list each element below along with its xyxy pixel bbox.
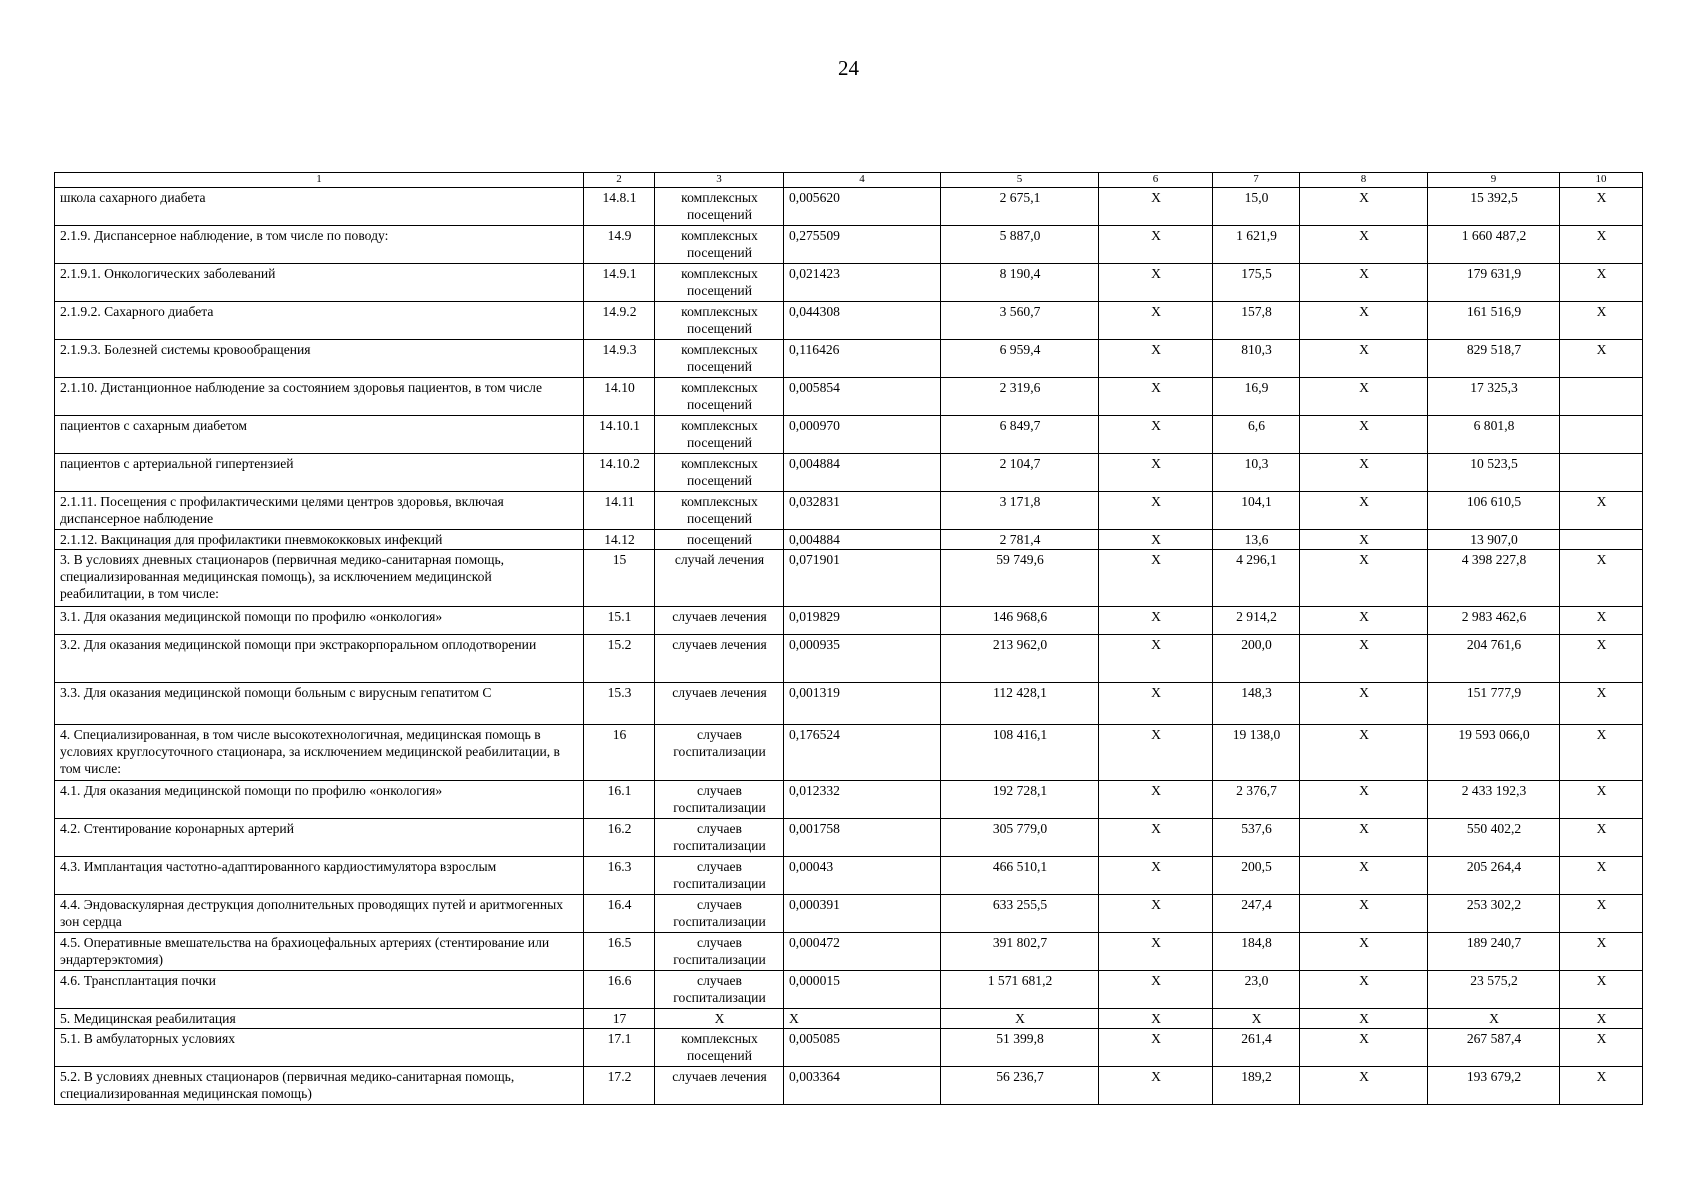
per-capita-oms-cell: 175,5 bbox=[1213, 264, 1300, 302]
share-cell: X bbox=[1560, 635, 1643, 683]
norm-volume-cell: 0,176524 bbox=[784, 725, 941, 781]
norm-cost-cell: 112 428,1 bbox=[941, 683, 1099, 725]
total-budget-cell: X bbox=[1300, 819, 1428, 857]
norm-volume-cell: 0,044308 bbox=[784, 302, 941, 340]
table-row bbox=[55, 454, 1643, 492]
unit-cell: случаев госпитализации bbox=[655, 895, 784, 933]
total-oms-cell: 10 523,5 bbox=[1428, 454, 1560, 492]
share-cell: X bbox=[1560, 781, 1643, 819]
per-capita-budget-cell: X bbox=[1099, 188, 1213, 226]
page-number: 24 bbox=[838, 56, 859, 80]
per-capita-oms-cell: 104,1 bbox=[1213, 492, 1300, 530]
column-number: 6 bbox=[1099, 173, 1213, 188]
share-cell bbox=[1560, 378, 1643, 416]
per-capita-oms-cell: 16,9 bbox=[1213, 378, 1300, 416]
total-oms-cell: 15 392,5 bbox=[1428, 188, 1560, 226]
unit-cell: комплексных посещений bbox=[655, 264, 784, 302]
total-budget-cell: X bbox=[1300, 378, 1428, 416]
row-label-cell: 4. Специализированная, в том числе высокотехнологичная, медицинская помощь в условиях круглосуточного стационара, за исключением медицинской реабилитации, в том числе: bbox=[55, 725, 584, 781]
per-capita-oms-cell: 200,5 bbox=[1213, 857, 1300, 895]
table-row bbox=[55, 416, 1643, 454]
row-code-cell: 15.3 bbox=[584, 683, 655, 725]
per-capita-budget-cell: X bbox=[1099, 781, 1213, 819]
norm-cost-cell: 305 779,0 bbox=[941, 819, 1099, 857]
norm-volume-cell: 0,004884 bbox=[784, 454, 941, 492]
total-oms-cell: 23 575,2 bbox=[1428, 971, 1560, 1009]
row-code-cell: 15.1 bbox=[584, 607, 655, 635]
row-label-cell: 2.1.12. Вакцинация для профилактики пневмококковых инфекций bbox=[55, 530, 584, 550]
norm-cost-cell: 192 728,1 bbox=[941, 781, 1099, 819]
table-row bbox=[55, 188, 1643, 226]
share-cell bbox=[1560, 454, 1643, 492]
norm-cost-cell: X bbox=[941, 1009, 1099, 1029]
total-oms-cell: 189 240,7 bbox=[1428, 933, 1560, 971]
total-oms-cell: 267 587,4 bbox=[1428, 1029, 1560, 1067]
per-capita-budget-cell: X bbox=[1099, 492, 1213, 530]
per-capita-budget-cell: X bbox=[1099, 725, 1213, 781]
column-number: 5 bbox=[941, 173, 1099, 188]
per-capita-budget-cell: X bbox=[1099, 454, 1213, 492]
total-oms-cell: 253 302,2 bbox=[1428, 895, 1560, 933]
unit-cell: случаев лечения bbox=[655, 1067, 784, 1105]
table-row bbox=[55, 819, 1643, 857]
row-code-cell: 17.1 bbox=[584, 1029, 655, 1067]
norm-cost-cell: 3 560,7 bbox=[941, 302, 1099, 340]
per-capita-budget-cell: X bbox=[1099, 550, 1213, 607]
total-oms-cell: 193 679,2 bbox=[1428, 1067, 1560, 1105]
total-oms-cell: 6 801,8 bbox=[1428, 416, 1560, 454]
per-capita-oms-cell: 537,6 bbox=[1213, 819, 1300, 857]
table-row bbox=[55, 683, 1643, 725]
per-capita-budget-cell: X bbox=[1099, 226, 1213, 264]
total-budget-cell: X bbox=[1300, 492, 1428, 530]
total-budget-cell: X bbox=[1300, 857, 1428, 895]
norm-cost-cell: 6 849,7 bbox=[941, 416, 1099, 454]
unit-cell: комплексных посещений bbox=[655, 378, 784, 416]
share-cell: X bbox=[1560, 264, 1643, 302]
total-oms-cell: 106 610,5 bbox=[1428, 492, 1560, 530]
total-oms-cell: 204 761,6 bbox=[1428, 635, 1560, 683]
table-row bbox=[55, 264, 1643, 302]
row-code-cell: 14.9.1 bbox=[584, 264, 655, 302]
per-capita-budget-cell: X bbox=[1099, 857, 1213, 895]
per-capita-budget-cell: X bbox=[1099, 895, 1213, 933]
share-cell: X bbox=[1560, 857, 1643, 895]
table-row bbox=[55, 857, 1643, 895]
table-row bbox=[55, 492, 1643, 530]
per-capita-oms-cell: 247,4 bbox=[1213, 895, 1300, 933]
total-oms-cell: 1 660 487,2 bbox=[1428, 226, 1560, 264]
row-label-cell: 5. Медицинская реабилитация bbox=[55, 1009, 584, 1029]
norm-volume-cell: 0,004884 bbox=[784, 530, 941, 550]
norm-cost-cell: 59 749,6 bbox=[941, 550, 1099, 607]
norm-volume-cell: X bbox=[784, 1009, 941, 1029]
per-capita-oms-cell: 810,3 bbox=[1213, 340, 1300, 378]
per-capita-budget-cell: X bbox=[1099, 683, 1213, 725]
per-capita-oms-cell: 157,8 bbox=[1213, 302, 1300, 340]
column-number: 1 bbox=[55, 173, 584, 188]
unit-cell: посещений bbox=[655, 530, 784, 550]
row-label-cell: 3.2. Для оказания медицинской помощи при экстракорпоральном оплодотворении bbox=[55, 635, 584, 683]
unit-cell: случаев госпитализации bbox=[655, 781, 784, 819]
share-cell: X bbox=[1560, 302, 1643, 340]
norm-volume-cell: 0,032831 bbox=[784, 492, 941, 530]
column-number: 8 bbox=[1300, 173, 1428, 188]
total-oms-cell: 550 402,2 bbox=[1428, 819, 1560, 857]
per-capita-budget-cell: X bbox=[1099, 971, 1213, 1009]
total-budget-cell: X bbox=[1300, 1029, 1428, 1067]
share-cell bbox=[1560, 530, 1643, 550]
per-capita-oms-cell: 4 296,1 bbox=[1213, 550, 1300, 607]
unit-cell: случаев лечения bbox=[655, 635, 784, 683]
per-capita-oms-cell: 13,6 bbox=[1213, 530, 1300, 550]
per-capita-oms-cell: 189,2 bbox=[1213, 1067, 1300, 1105]
table-row bbox=[55, 725, 1643, 781]
row-code-cell: 15 bbox=[584, 550, 655, 607]
share-cell: X bbox=[1560, 226, 1643, 264]
share-cell: X bbox=[1560, 492, 1643, 530]
norm-volume-cell: 0,005620 bbox=[784, 188, 941, 226]
row-label-cell: пациентов с артериальной гипертензией bbox=[55, 454, 584, 492]
row-code-cell: 16 bbox=[584, 725, 655, 781]
per-capita-oms-cell: 2 914,2 bbox=[1213, 607, 1300, 635]
norm-volume-cell: 0,071901 bbox=[784, 550, 941, 607]
norm-cost-cell: 51 399,8 bbox=[941, 1029, 1099, 1067]
norm-cost-cell: 466 510,1 bbox=[941, 857, 1099, 895]
total-budget-cell: X bbox=[1300, 530, 1428, 550]
norm-cost-cell: 2 319,6 bbox=[941, 378, 1099, 416]
per-capita-oms-cell: 10,3 bbox=[1213, 454, 1300, 492]
per-capita-oms-cell: 15,0 bbox=[1213, 188, 1300, 226]
per-capita-oms-cell: 19 138,0 bbox=[1213, 725, 1300, 781]
norm-volume-cell: 0,000472 bbox=[784, 933, 941, 971]
total-oms-cell: 205 264,4 bbox=[1428, 857, 1560, 895]
total-budget-cell: X bbox=[1300, 264, 1428, 302]
per-capita-oms-cell: 1 621,9 bbox=[1213, 226, 1300, 264]
norm-cost-cell: 2 781,4 bbox=[941, 530, 1099, 550]
column-number: 3 bbox=[655, 173, 784, 188]
row-label-cell: 2.1.9.2. Сахарного диабета bbox=[55, 302, 584, 340]
share-cell: X bbox=[1560, 819, 1643, 857]
per-capita-budget-cell: X bbox=[1099, 933, 1213, 971]
norm-volume-cell: 0,000935 bbox=[784, 635, 941, 683]
unit-cell: случай лечения bbox=[655, 550, 784, 607]
total-budget-cell: X bbox=[1300, 725, 1428, 781]
total-budget-cell: X bbox=[1300, 895, 1428, 933]
row-label-cell: 4.2. Стентирование коронарных артерий bbox=[55, 819, 584, 857]
share-cell: X bbox=[1560, 725, 1643, 781]
total-budget-cell: X bbox=[1300, 302, 1428, 340]
norm-volume-cell: 0,275509 bbox=[784, 226, 941, 264]
total-budget-cell: X bbox=[1300, 550, 1428, 607]
row-code-cell: 16.5 bbox=[584, 933, 655, 971]
table-row bbox=[55, 550, 1643, 607]
table-row bbox=[55, 1029, 1643, 1067]
row-code-cell: 17.2 bbox=[584, 1067, 655, 1105]
total-budget-cell: X bbox=[1300, 416, 1428, 454]
total-oms-cell: 19 593 066,0 bbox=[1428, 725, 1560, 781]
norm-cost-cell: 3 171,8 bbox=[941, 492, 1099, 530]
per-capita-budget-cell: X bbox=[1099, 607, 1213, 635]
total-budget-cell: X bbox=[1300, 971, 1428, 1009]
row-label-cell: 2.1.10. Дистанционное наблюдение за состоянием здоровья пациентов, в том числе bbox=[55, 378, 584, 416]
norm-cost-cell: 5 887,0 bbox=[941, 226, 1099, 264]
unit-cell: случаев госпитализации bbox=[655, 933, 784, 971]
row-label-cell: школа сахарного диабета bbox=[55, 188, 584, 226]
column-number: 7 bbox=[1213, 173, 1300, 188]
row-label-cell: 5.1. В амбулаторных условиях bbox=[55, 1029, 584, 1067]
share-cell: X bbox=[1560, 550, 1643, 607]
per-capita-oms-cell: 261,4 bbox=[1213, 1029, 1300, 1067]
unit-cell: комплексных посещений bbox=[655, 188, 784, 226]
table-row bbox=[55, 607, 1643, 635]
per-capita-budget-cell: X bbox=[1099, 635, 1213, 683]
norm-volume-cell: 0,000970 bbox=[784, 416, 941, 454]
row-code-cell: 14.10.1 bbox=[584, 416, 655, 454]
share-cell: X bbox=[1560, 933, 1643, 971]
row-code-cell: 15.2 bbox=[584, 635, 655, 683]
table-row bbox=[55, 340, 1643, 378]
norm-volume-cell: 0,012332 bbox=[784, 781, 941, 819]
total-budget-cell: X bbox=[1300, 340, 1428, 378]
per-capita-budget-cell: X bbox=[1099, 1009, 1213, 1029]
norm-cost-cell: 56 236,7 bbox=[941, 1067, 1099, 1105]
unit-cell: случаев госпитализации bbox=[655, 819, 784, 857]
per-capita-budget-cell: X bbox=[1099, 819, 1213, 857]
total-budget-cell: X bbox=[1300, 607, 1428, 635]
total-oms-cell: 151 777,9 bbox=[1428, 683, 1560, 725]
norm-cost-cell: 108 416,1 bbox=[941, 725, 1099, 781]
unit-cell: комплексных посещений bbox=[655, 492, 784, 530]
row-code-cell: 14.12 bbox=[584, 530, 655, 550]
per-capita-budget-cell: X bbox=[1099, 1067, 1213, 1105]
total-budget-cell: X bbox=[1300, 1009, 1428, 1029]
norm-cost-cell: 8 190,4 bbox=[941, 264, 1099, 302]
total-budget-cell: X bbox=[1300, 635, 1428, 683]
norm-volume-cell: 0,000015 bbox=[784, 971, 941, 1009]
share-cell bbox=[1560, 416, 1643, 454]
per-capita-budget-cell: X bbox=[1099, 1029, 1213, 1067]
per-capita-budget-cell: X bbox=[1099, 416, 1213, 454]
share-cell: X bbox=[1560, 1029, 1643, 1067]
unit-cell: комплексных посещений bbox=[655, 340, 784, 378]
norm-volume-cell: 0,019829 bbox=[784, 607, 941, 635]
per-capita-oms-cell: 184,8 bbox=[1213, 933, 1300, 971]
table-row bbox=[55, 1067, 1643, 1105]
row-code-cell: 14.10 bbox=[584, 378, 655, 416]
total-budget-cell: X bbox=[1300, 454, 1428, 492]
row-label-cell: 2.1.9. Диспансерное наблюдение, в том числе по поводу: bbox=[55, 226, 584, 264]
row-label-cell: 2.1.9.3. Болезней системы кровообращения bbox=[55, 340, 584, 378]
row-code-cell: 14.9.3 bbox=[584, 340, 655, 378]
per-capita-oms-cell: 2 376,7 bbox=[1213, 781, 1300, 819]
total-oms-cell: 17 325,3 bbox=[1428, 378, 1560, 416]
total-budget-cell: X bbox=[1300, 781, 1428, 819]
row-label-cell: 3.3. Для оказания медицинской помощи больным с вирусным гепатитом С bbox=[55, 683, 584, 725]
share-cell: X bbox=[1560, 607, 1643, 635]
unit-cell: случаев лечения bbox=[655, 683, 784, 725]
row-label-cell: 4.4. Эндоваскулярная деструкция дополнительных проводящих путей и аритмогенных зон сердца bbox=[55, 895, 584, 933]
unit-cell: X bbox=[655, 1009, 784, 1029]
norm-cost-cell: 146 968,6 bbox=[941, 607, 1099, 635]
per-capita-budget-cell: X bbox=[1099, 340, 1213, 378]
row-code-cell: 16.2 bbox=[584, 819, 655, 857]
share-cell: X bbox=[1560, 1067, 1643, 1105]
total-oms-cell: 179 631,9 bbox=[1428, 264, 1560, 302]
total-oms-cell: X bbox=[1428, 1009, 1560, 1029]
norm-volume-cell: 0,00043 bbox=[784, 857, 941, 895]
column-number: 10 bbox=[1560, 173, 1643, 188]
norm-cost-cell: 2 675,1 bbox=[941, 188, 1099, 226]
total-oms-cell: 829 518,7 bbox=[1428, 340, 1560, 378]
per-capita-budget-cell: X bbox=[1099, 302, 1213, 340]
norm-cost-cell: 391 802,7 bbox=[941, 933, 1099, 971]
table-row bbox=[55, 933, 1643, 971]
row-code-cell: 17 bbox=[584, 1009, 655, 1029]
norm-volume-cell: 0,021423 bbox=[784, 264, 941, 302]
row-code-cell: 16.1 bbox=[584, 781, 655, 819]
total-budget-cell: X bbox=[1300, 933, 1428, 971]
column-number-row bbox=[55, 173, 1643, 188]
unit-cell: комплексных посещений bbox=[655, 226, 784, 264]
norm-volume-cell: 0,005085 bbox=[784, 1029, 941, 1067]
table-row bbox=[55, 635, 1643, 683]
total-oms-cell: 2 433 192,3 bbox=[1428, 781, 1560, 819]
norm-volume-cell: 0,116426 bbox=[784, 340, 941, 378]
row-label-cell: 2.1.9.1. Онкологических заболеваний bbox=[55, 264, 584, 302]
total-oms-cell: 4 398 227,8 bbox=[1428, 550, 1560, 607]
table-row bbox=[55, 378, 1643, 416]
row-code-cell: 16.4 bbox=[584, 895, 655, 933]
norm-volume-cell: 0,005854 bbox=[784, 378, 941, 416]
share-cell: X bbox=[1560, 895, 1643, 933]
total-oms-cell: 161 516,9 bbox=[1428, 302, 1560, 340]
share-cell: X bbox=[1560, 683, 1643, 725]
row-code-cell: 14.9 bbox=[584, 226, 655, 264]
row-code-cell: 16.3 bbox=[584, 857, 655, 895]
norm-volume-cell: 0,000391 bbox=[784, 895, 941, 933]
column-number: 9 bbox=[1428, 173, 1560, 188]
column-number: 4 bbox=[784, 173, 941, 188]
row-label-cell: 3. В условиях дневных стационаров (первичная медико-санитарная помощь, специализированная медицинская помощь), за исключением медицинской реабилитации, в том числе: bbox=[55, 550, 584, 607]
row-label-cell: 4.5. Оперативные вмешательства на брахиоцефальных артериях (стентирование или эндартерэктомия) bbox=[55, 933, 584, 971]
row-label-cell: пациентов с сахарным диабетом bbox=[55, 416, 584, 454]
total-budget-cell: X bbox=[1300, 683, 1428, 725]
row-code-cell: 14.11 bbox=[584, 492, 655, 530]
share-cell: X bbox=[1560, 340, 1643, 378]
per-capita-oms-cell: 23,0 bbox=[1213, 971, 1300, 1009]
table-row bbox=[55, 1009, 1643, 1029]
table-row bbox=[55, 530, 1643, 550]
table-row bbox=[55, 226, 1643, 264]
per-capita-oms-cell: 200,0 bbox=[1213, 635, 1300, 683]
norm-cost-cell: 2 104,7 bbox=[941, 454, 1099, 492]
per-capita-budget-cell: X bbox=[1099, 378, 1213, 416]
table-row bbox=[55, 781, 1643, 819]
data-table bbox=[54, 172, 1643, 1105]
row-code-cell: 14.8.1 bbox=[584, 188, 655, 226]
row-label-cell: 4.6. Трансплантация почки bbox=[55, 971, 584, 1009]
row-label-cell: 5.2. В условиях дневных стационаров (первичная медико-санитарная помощь, специализированная медицинская помощь) bbox=[55, 1067, 584, 1105]
norm-cost-cell: 633 255,5 bbox=[941, 895, 1099, 933]
norm-volume-cell: 0,001319 bbox=[784, 683, 941, 725]
row-label-cell: 4.3. Имплантация частотно-адаптированного кардиостимулятора взрослым bbox=[55, 857, 584, 895]
total-oms-cell: 2 983 462,6 bbox=[1428, 607, 1560, 635]
unit-cell: случаев госпитализации bbox=[655, 857, 784, 895]
row-code-cell: 14.10.2 bbox=[584, 454, 655, 492]
per-capita-budget-cell: X bbox=[1099, 264, 1213, 302]
per-capita-oms-cell: 6,6 bbox=[1213, 416, 1300, 454]
norm-cost-cell: 6 959,4 bbox=[941, 340, 1099, 378]
total-budget-cell: X bbox=[1300, 188, 1428, 226]
unit-cell: комплексных посещений bbox=[655, 416, 784, 454]
share-cell: X bbox=[1560, 971, 1643, 1009]
share-cell: X bbox=[1560, 188, 1643, 226]
norm-volume-cell: 0,001758 bbox=[784, 819, 941, 857]
unit-cell: случаев лечения bbox=[655, 607, 784, 635]
norm-cost-cell: 213 962,0 bbox=[941, 635, 1099, 683]
row-label-cell: 4.1. Для оказания медицинской помощи по профилю «онкология» bbox=[55, 781, 584, 819]
norm-volume-cell: 0,003364 bbox=[784, 1067, 941, 1105]
unit-cell: комплексных посещений bbox=[655, 302, 784, 340]
unit-cell: комплексных посещений bbox=[655, 1029, 784, 1067]
row-code-cell: 14.9.2 bbox=[584, 302, 655, 340]
unit-cell: случаев госпитализации bbox=[655, 971, 784, 1009]
unit-cell: случаев госпитализации bbox=[655, 725, 784, 781]
per-capita-oms-cell: 148,3 bbox=[1213, 683, 1300, 725]
table-row bbox=[55, 895, 1643, 933]
unit-cell: комплексных посещений bbox=[655, 454, 784, 492]
column-number: 2 bbox=[584, 173, 655, 188]
norm-cost-cell: 1 571 681,2 bbox=[941, 971, 1099, 1009]
per-capita-oms-cell: X bbox=[1213, 1009, 1300, 1029]
per-capita-budget-cell: X bbox=[1099, 530, 1213, 550]
row-label-cell: 3.1. Для оказания медицинской помощи по профилю «онкология» bbox=[55, 607, 584, 635]
table-row bbox=[55, 302, 1643, 340]
total-budget-cell: X bbox=[1300, 1067, 1428, 1105]
total-oms-cell: 13 907,0 bbox=[1428, 530, 1560, 550]
total-budget-cell: X bbox=[1300, 226, 1428, 264]
row-label-cell: 2.1.11. Посещения с профилактическими целями центров здоровья, включая диспансерное наблюдение bbox=[55, 492, 584, 530]
row-code-cell: 16.6 bbox=[584, 971, 655, 1009]
table-row bbox=[55, 971, 1643, 1009]
share-cell: X bbox=[1560, 1009, 1643, 1029]
